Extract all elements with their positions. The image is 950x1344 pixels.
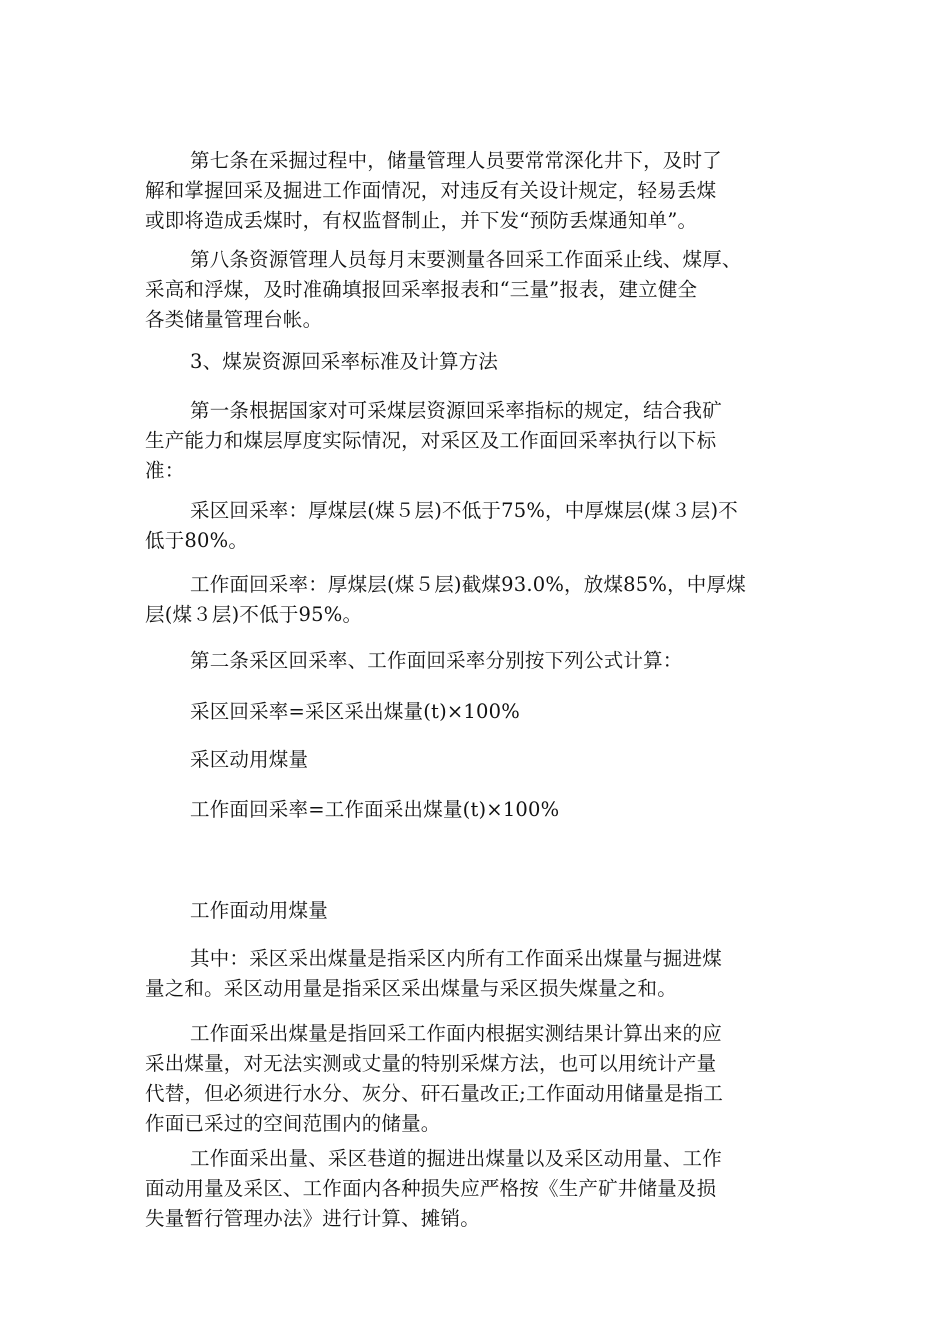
text-line: 生产能力和煤层厚度实际情况，对采区及工作面回采率执行以下标 xyxy=(145,429,717,452)
text-line: 工作面回采率=工作面采出煤量(t)×100% xyxy=(190,798,560,821)
paragraph-article-1 xyxy=(145,396,807,486)
text-line: 解和掌握回采及掘进工作面情况，对违反有关设计规定，轻易丢煤 xyxy=(145,179,717,202)
formula-district-numerator xyxy=(145,697,807,727)
text-line: 采区回采率=采区采出煤量(t)×100% xyxy=(190,700,520,723)
text-line: 第二条采区回采率、工作面回采率分别按下列公式计算： xyxy=(190,649,683,672)
text-line: 各类储量管理台帐。 xyxy=(145,308,323,331)
text-line: 工作面动用煤量 xyxy=(190,899,328,922)
text-line: 第八条资源管理人员每月末要测量各回采工作面采止线、煤厚、 xyxy=(190,248,742,271)
text-line: 量之和。采区动用量是指采区采出煤量与采区损失煤量之和。 xyxy=(145,977,677,1000)
text-line: 低于80%。 xyxy=(145,529,249,552)
text-line: 采高和浮煤，及时准确填报回采率报表和“三量”报表，建立健全 xyxy=(145,278,698,301)
formula-face-denominator xyxy=(145,896,807,926)
formula-district-denominator xyxy=(145,745,807,775)
section-heading-3 xyxy=(145,347,807,377)
paragraph-article-8 xyxy=(145,245,807,335)
text-line: 采出煤量，对无法实测或丈量的特别采煤方法，也可以用统计产量 xyxy=(145,1052,717,1075)
paragraph-definition-face xyxy=(145,1019,807,1139)
text-line: 层(煤３层)不低于95%。 xyxy=(145,603,363,626)
text-line: 失量暂行管理办法》进行计算、摊销。 xyxy=(145,1207,480,1230)
text-line: 准： xyxy=(145,459,185,482)
text-line: 第七条在采掘过程中，储量管理人员要常常深化井下，及时了 xyxy=(190,149,722,172)
paragraph-face-rate xyxy=(145,570,807,630)
paragraph-article-2 xyxy=(145,646,807,676)
text-line: 采区回采率：厚煤层(煤５层)不低于75%，中厚煤层(煤３层)不 xyxy=(190,499,738,522)
text-line: 作面已采过的空间范围内的储量。 xyxy=(145,1112,441,1135)
text-line: 采区动用煤量 xyxy=(190,748,309,771)
text-line: 工作面回采率：厚煤层(煤５层)截煤93.0%，放煤85%，中厚煤 xyxy=(190,573,746,596)
paragraph-article-7 xyxy=(145,146,807,236)
formula-face-numerator xyxy=(145,795,807,825)
text-line: 工作面采出量、采区巷道的掘进出煤量以及采区动用量、工作 xyxy=(190,1147,722,1170)
paragraph-accounting xyxy=(145,1144,807,1234)
text-line: 其中：采区采出煤量是指采区内所有工作面采出煤量与掘进煤 xyxy=(190,947,722,970)
text-line: 工作面采出煤量是指回采工作面内根据实测结果计算出来的应 xyxy=(190,1022,722,1045)
text-line: 或即将造成丢煤时，有权监督制止，并下发“预防丢煤通知单”。 xyxy=(145,209,698,232)
paragraph-district-rate xyxy=(145,496,807,556)
text-line: 面动用量及采区、工作面内各种损失应严格按《生产矿井储量及损 xyxy=(145,1177,717,1200)
paragraph-definition-district xyxy=(145,944,807,1004)
text-line: 第一条根据国家对可采煤层资源回采率指标的规定，结合我矿 xyxy=(190,399,722,422)
text-line: 3、煤炭资源回采率标准及计算方法 xyxy=(190,350,499,373)
text-line: 代替，但必须进行水分、灰分、矸石量改正;工作面动用储量是指工 xyxy=(145,1082,724,1105)
